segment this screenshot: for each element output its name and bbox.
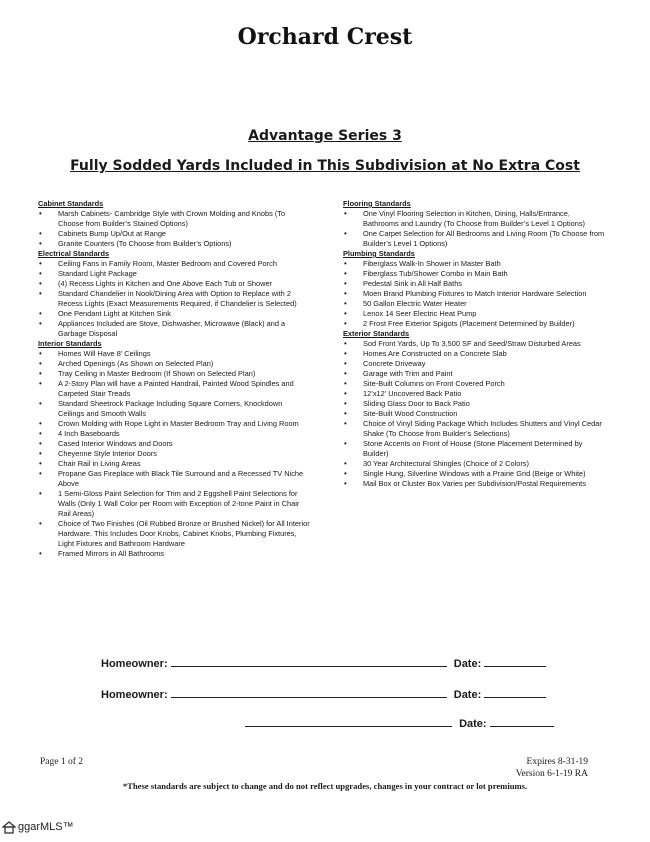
list-item: • 1 Semi-Gloss Paint Selection for Trim and 2 Eggshell Paint Selections for Walls (Only 1 Wall Color per Room with Exception of 2-tone Paint in Chair Rail Areas) (38, 489, 310, 519)
standards-list (343, 209, 605, 249)
list-item: • Single Hung, Silverline Windows with a Prairie Grid (Beige or White) (343, 469, 605, 479)
date-line[interactable] (490, 716, 554, 727)
list-item: • 2 Frost Free Exterior Spigots (Placement Determined by Builder) (343, 319, 605, 329)
date-label: Date: (453, 658, 482, 670)
expires-date: Expires 8-31-19 (526, 757, 588, 767)
list-item: • One Pendant Light at Kitchen Sink (38, 309, 310, 319)
list-item: • Pedestal Sink in All Half Baths (343, 279, 605, 289)
list-item: • Fiberglass Tub/Shower Combo in Main Bath (343, 269, 605, 279)
homeowner-signature-line[interactable] (171, 687, 447, 698)
list-item: • Granite Counters (To Choose from Builder’s Options) (38, 239, 310, 249)
list-item: • Standard Sheetrock Package Including Square Corners, Knockdown Ceilings and Smooth Walls (38, 399, 310, 419)
homeowner-label: Homeowner: (101, 689, 168, 701)
list-item: • Cheyenne Style Interior Doors (38, 449, 310, 459)
list-item: • (4) Recess Lights in Kitchen and One Above Each Tub or Shower (38, 279, 310, 289)
date-label: Date: (459, 718, 487, 730)
list-item: • Sliding Glass Door to Back Patio (343, 399, 605, 409)
list-item: • Stone Accents on Front of House (Stone Placement Determined by Builder) (343, 439, 605, 459)
section-heading: Cabinet Standards (38, 199, 104, 208)
list-item: • Concrete Driveway (343, 359, 605, 369)
document-title: Orchard Crest (237, 24, 413, 50)
homeowner-label: Homeowner: (101, 658, 168, 670)
section-heading: Interior Standards (38, 339, 102, 348)
logo-text: ggarMLS™ (18, 821, 74, 833)
list-item: • Site-Built Columns on Front Covered Porch (343, 379, 605, 389)
list-item: • Standard Light Package (38, 269, 310, 279)
right-column (343, 199, 605, 489)
section-heading: Plumbing Standards (343, 249, 415, 258)
list-item: • Moen Brand Plumbing Fixtures to Match Interior Hardware Selection (343, 289, 605, 299)
list-item: • Sod Front Yards, Up To 3,500 SF and Seed/Straw Disturbed Areas (343, 339, 605, 349)
list-item: • Arched Openings (As Shown on Selected Plan) (38, 359, 310, 369)
homeowner-signature-row-1 (101, 656, 546, 670)
list-item: • Appliances Included are Stove, Dishwasher, Microwave (Black) and a Garbage Disposal (38, 319, 310, 339)
standards-list (38, 349, 310, 559)
list-item: • Tray Ceiling in Master Bedroom (If Shown on Selected Plan) (38, 369, 310, 379)
standards-list (38, 209, 310, 249)
homeowner-signature-line[interactable] (171, 656, 447, 667)
list-item: • Lenox 14 Seer Electric Heat Pump (343, 309, 605, 319)
list-item: • 4 Inch Baseboards (38, 429, 310, 439)
left-column (38, 199, 310, 559)
list-item: • One Vinyl Flooring Selection in Kitchen, Dining, Halls/Entrance, Bathrooms and Laundry (To Choose from Builder’s Level 1 Options) (343, 209, 605, 229)
version-label: Version 6-1-19 RA (515, 769, 588, 779)
list-item: • Crown Molding with Rope Light in Master Bedroom Tray and Living Room (38, 419, 310, 429)
list-item: • Homes Are Constructed on a Concrete Slab (343, 349, 605, 359)
list-item: • Fiberglass Walk-In Shower in Master Bath (343, 259, 605, 269)
list-item: • Choice of Vinyl Siding Package Which Includes Shutters and Vinyl Cedar Shake (To Choose from Builder’s Selections) (343, 419, 605, 439)
section-heading: Exterior Standards (343, 329, 410, 338)
mls-logo (2, 820, 74, 834)
list-item: • A 2-Story Plan will have a Painted Handrail, Painted Wood Spindles and Carpeted Stair Treads (38, 379, 310, 399)
series-heading: Advantage Series 3 (248, 128, 402, 144)
builder-signature-line[interactable] (245, 716, 452, 727)
disclaimer: *These standards are subject to change and do not reflect upgrades, changes in your contract or lot premiums. (122, 781, 528, 791)
section-heading: Flooring Standards (343, 199, 411, 208)
standards-list (343, 339, 605, 489)
list-item: • Cabinets Bump Up/Out at Range (38, 229, 310, 239)
list-item: • Ceiling Fans in Family Room, Master Bedroom and Covered Porch (38, 259, 310, 269)
list-item: • 30 Year Architectural Shingles (Choice of 2 Colors) (343, 459, 605, 469)
list-item: • Framed Mirrors in All Bathrooms (38, 549, 310, 559)
list-item: • Garage with Trim and Paint (343, 369, 605, 379)
section-heading: Electrical Standards (38, 249, 110, 258)
list-item: • Marsh Cabinets- Cambridge Style with Crown Molding and Knobs (To Choose from Builder’s Stained Options) (38, 209, 310, 229)
list-item: • Homes Will Have 8’ Ceilings (38, 349, 310, 359)
subtitle-heading: Fully Sodded Yards Included in This Subdivision at No Extra Cost (70, 158, 580, 174)
list-item: • Chair Rail in Living Areas (38, 459, 310, 469)
page-number: Page 1 of 2 (40, 757, 84, 767)
list-item: • Choice of Two Finishes (Oil Rubbed Bronze or Brushed Nickel) for All Interior Hardware. This Includes Door Knobs, Cabinet Knobs, Plumbing Fixtures, Light Fixtures and Bathroom Hardware (38, 519, 310, 549)
date-line[interactable] (484, 656, 546, 667)
house-logo-icon (2, 820, 16, 834)
date-label: Date: (453, 689, 482, 701)
list-item: • Standard Chandelier in Nook/Dining Area with Option to Replace with 2 Recess Lights (Exact Measurements Required, if Chandelier is Selected) (38, 289, 310, 309)
homeowner-signature-row-2 (101, 687, 546, 701)
list-item: • One Carpet Selection for All Bedrooms and Living Room (To Choose from Builder’s Level 1 Options) (343, 229, 605, 249)
builder-signature-row (245, 716, 554, 730)
standards-list (343, 259, 605, 329)
date-line[interactable] (484, 687, 546, 698)
list-item: • Mail Box or Cluster Box Varies per Subdivision/Postal Requirements (343, 479, 605, 489)
list-item: • 50 Gallon Electric Water Heater (343, 299, 605, 309)
standards-list (38, 259, 310, 339)
list-item: • 12’x12’ Uncovered Back Patio (343, 389, 605, 399)
list-item: • Cased Interior Windows and Doors (38, 439, 310, 449)
list-item: • Site-Built Wood Construction (343, 409, 605, 419)
list-item: • Propane Gas Fireplace with Black Tile Surround and a Recessed TV Niche Above (38, 469, 310, 489)
